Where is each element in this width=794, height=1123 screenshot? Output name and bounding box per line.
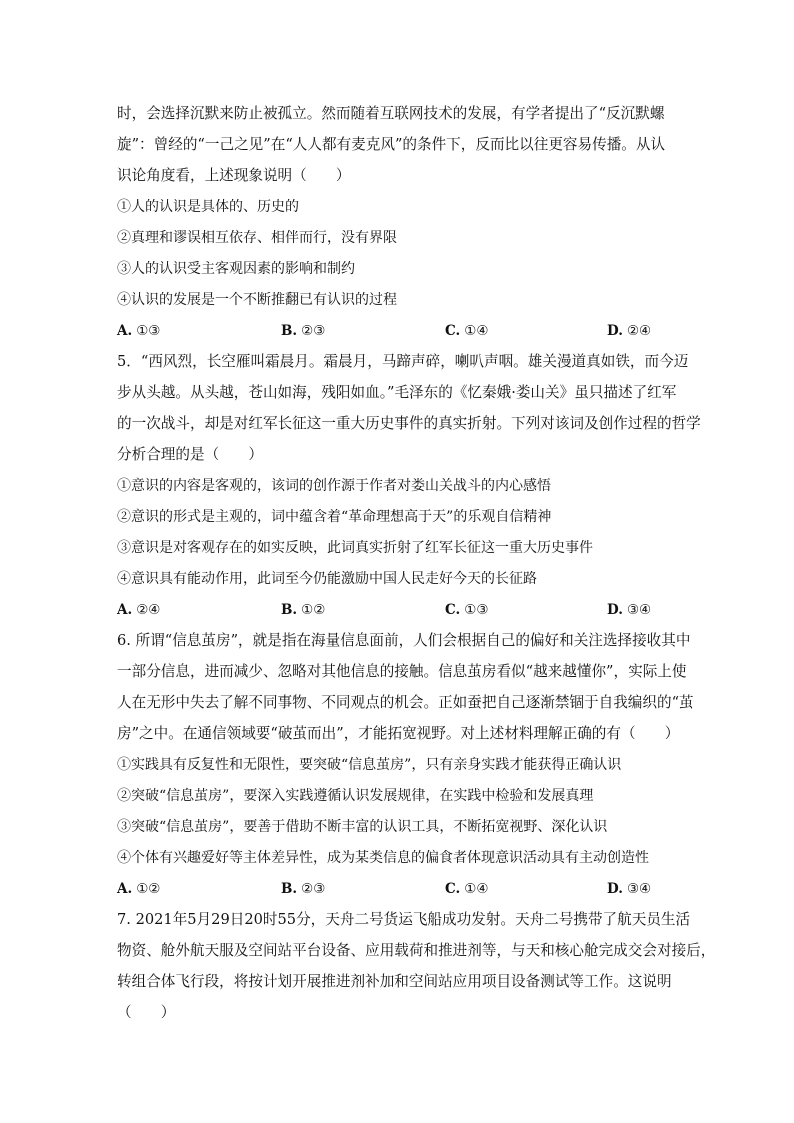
question-7-stem-line: 转组合体飞行段，将按计划开展推进剂补加和空间站应用项目设备测试等工作。这说明 bbox=[117, 973, 672, 990]
option-d[interactable]: D. ③④ bbox=[607, 881, 652, 897]
question-4-stem-line: 时，会选择沉默来防止被孤立。然而随着互联网技术的发展，有学者提出了“反沉默螺 bbox=[117, 105, 665, 122]
question-6-options bbox=[117, 879, 677, 899]
question-6-item-2: ②突破“信息茧房”，要深入实践遵循认识发展规律，在实践中检验和发展真理 bbox=[117, 788, 594, 804]
option-b[interactable]: B. ②③ bbox=[281, 881, 326, 897]
option-b[interactable]: B. ①② bbox=[281, 602, 326, 618]
question-6-item-4: ④个体有兴趣爱好等主体差异性，成为某类信息的偏食者体现意识活动具有主动创造性 bbox=[117, 850, 649, 866]
question-4-stem-line: 旋”：曾经的“一己之见”在“人人都有麦克风”的条件下，反而比以往更容易传播。从认 bbox=[117, 136, 666, 153]
question-6-stem-line: 一部分信息，进而减少、忽略对其他信息的接触。信息茧房看似“越来越懂你”，实际上使 bbox=[117, 663, 687, 680]
question-6-item-3: ③突破“信息茧房”，要善于借助不断丰富的认识工具，不断拓宽视野、深化认识 bbox=[117, 819, 608, 835]
option-c[interactable]: C. ①④ bbox=[445, 881, 489, 897]
option-a[interactable]: A. ②④ bbox=[117, 602, 161, 618]
question-5-stem-line: 步从头越。从头越，苍山如海，残阳如血。”毛泽东的《忆秦娥·娄山关》虽只描述了红军 bbox=[117, 384, 677, 401]
question-5-options bbox=[117, 600, 677, 620]
question-7-stem-line: 7. 2021年5月29日20时55分，天舟二号货运飞船成功发射。天舟二号携带了航天员生活 bbox=[117, 911, 691, 928]
option-d[interactable]: D. ③④ bbox=[607, 602, 652, 618]
question-5-stem-line: 分析合理的是（ ） bbox=[117, 446, 263, 463]
option-c[interactable]: C. ①④ bbox=[445, 323, 489, 339]
question-7-stem-line: （ ） bbox=[117, 1004, 176, 1021]
question-7-stem-line: 物资、舱外航天服及空间站平台设备、应用载荷和推进剂等，与天和核心舱完成交会对接后， bbox=[117, 942, 716, 959]
option-a[interactable]: A. ①② bbox=[117, 881, 161, 897]
question-6-stem-line: 6. 所谓“信息茧房”，就是指在海量信息面前，人们会根据自己的偏好和关注选择接收其中 bbox=[117, 632, 691, 649]
question-5-item-3: ③意识是对客观存在的如实反映，此词真实折射了红军长征这一重大历史事件 bbox=[117, 540, 593, 556]
question-5-stem-line: 的一次战斗，却是对红军长征这一重大历史事件的真实折射。下列对该词及创作过程的哲学 bbox=[117, 415, 701, 432]
question-5-item-1: ①意识的内容是客观的，该词的创作源于作者对娄山关战斗的内心感悟 bbox=[117, 478, 551, 494]
question-6-stem-line: 房”之中。在通信领域要“破茧而出”，才能拓宽视野。对上述材料理解正确的有（ ） bbox=[117, 725, 680, 742]
question-4-item-4: ④认识的发展是一个不断推翻已有认识的过程 bbox=[117, 292, 397, 308]
option-b[interactable]: B. ②③ bbox=[281, 323, 326, 339]
question-6-item-1: ①实践具有反复性和无限性，要突破“信息茧房”，只有亲身实践才能获得正确认识 bbox=[117, 757, 622, 773]
question-5-stem-line: 5．“西风烈，长空雁叫霜晨月。霜晨月，马蹄声碎，喇叭声咽。雄关漫道真如铁，而今迈 bbox=[117, 353, 689, 370]
question-4-item-3: ③人的认识受主客观因素的影响和制约 bbox=[117, 261, 355, 277]
option-a[interactable]: A. ①③ bbox=[117, 323, 161, 339]
question-4-item-1: ①人的认识是具体的、历史的 bbox=[117, 199, 299, 215]
option-d[interactable]: D. ②④ bbox=[607, 323, 652, 339]
question-6-stem-line: 人在无形中失去了解不同事物、不同观点的机会。正如蚕把自己逐渐禁锢于自我编织的“茧 bbox=[117, 694, 694, 711]
question-5-item-4: ④意识具有能动作用，此词至今仍能激励中国人民走好今天的长征路 bbox=[117, 571, 537, 587]
question-4-item-2: ②真理和谬误相互依存、相伴而行，没有界限 bbox=[117, 230, 397, 246]
question-4-options bbox=[117, 321, 677, 341]
question-4-stem-line: 识论角度看，上述现象说明（ ） bbox=[117, 167, 351, 184]
option-c[interactable]: C. ①③ bbox=[445, 602, 489, 618]
question-5-item-2: ②意识的形式是主观的，词中蕴含着“革命理想高于天”的乐观自信精神 bbox=[117, 509, 552, 525]
